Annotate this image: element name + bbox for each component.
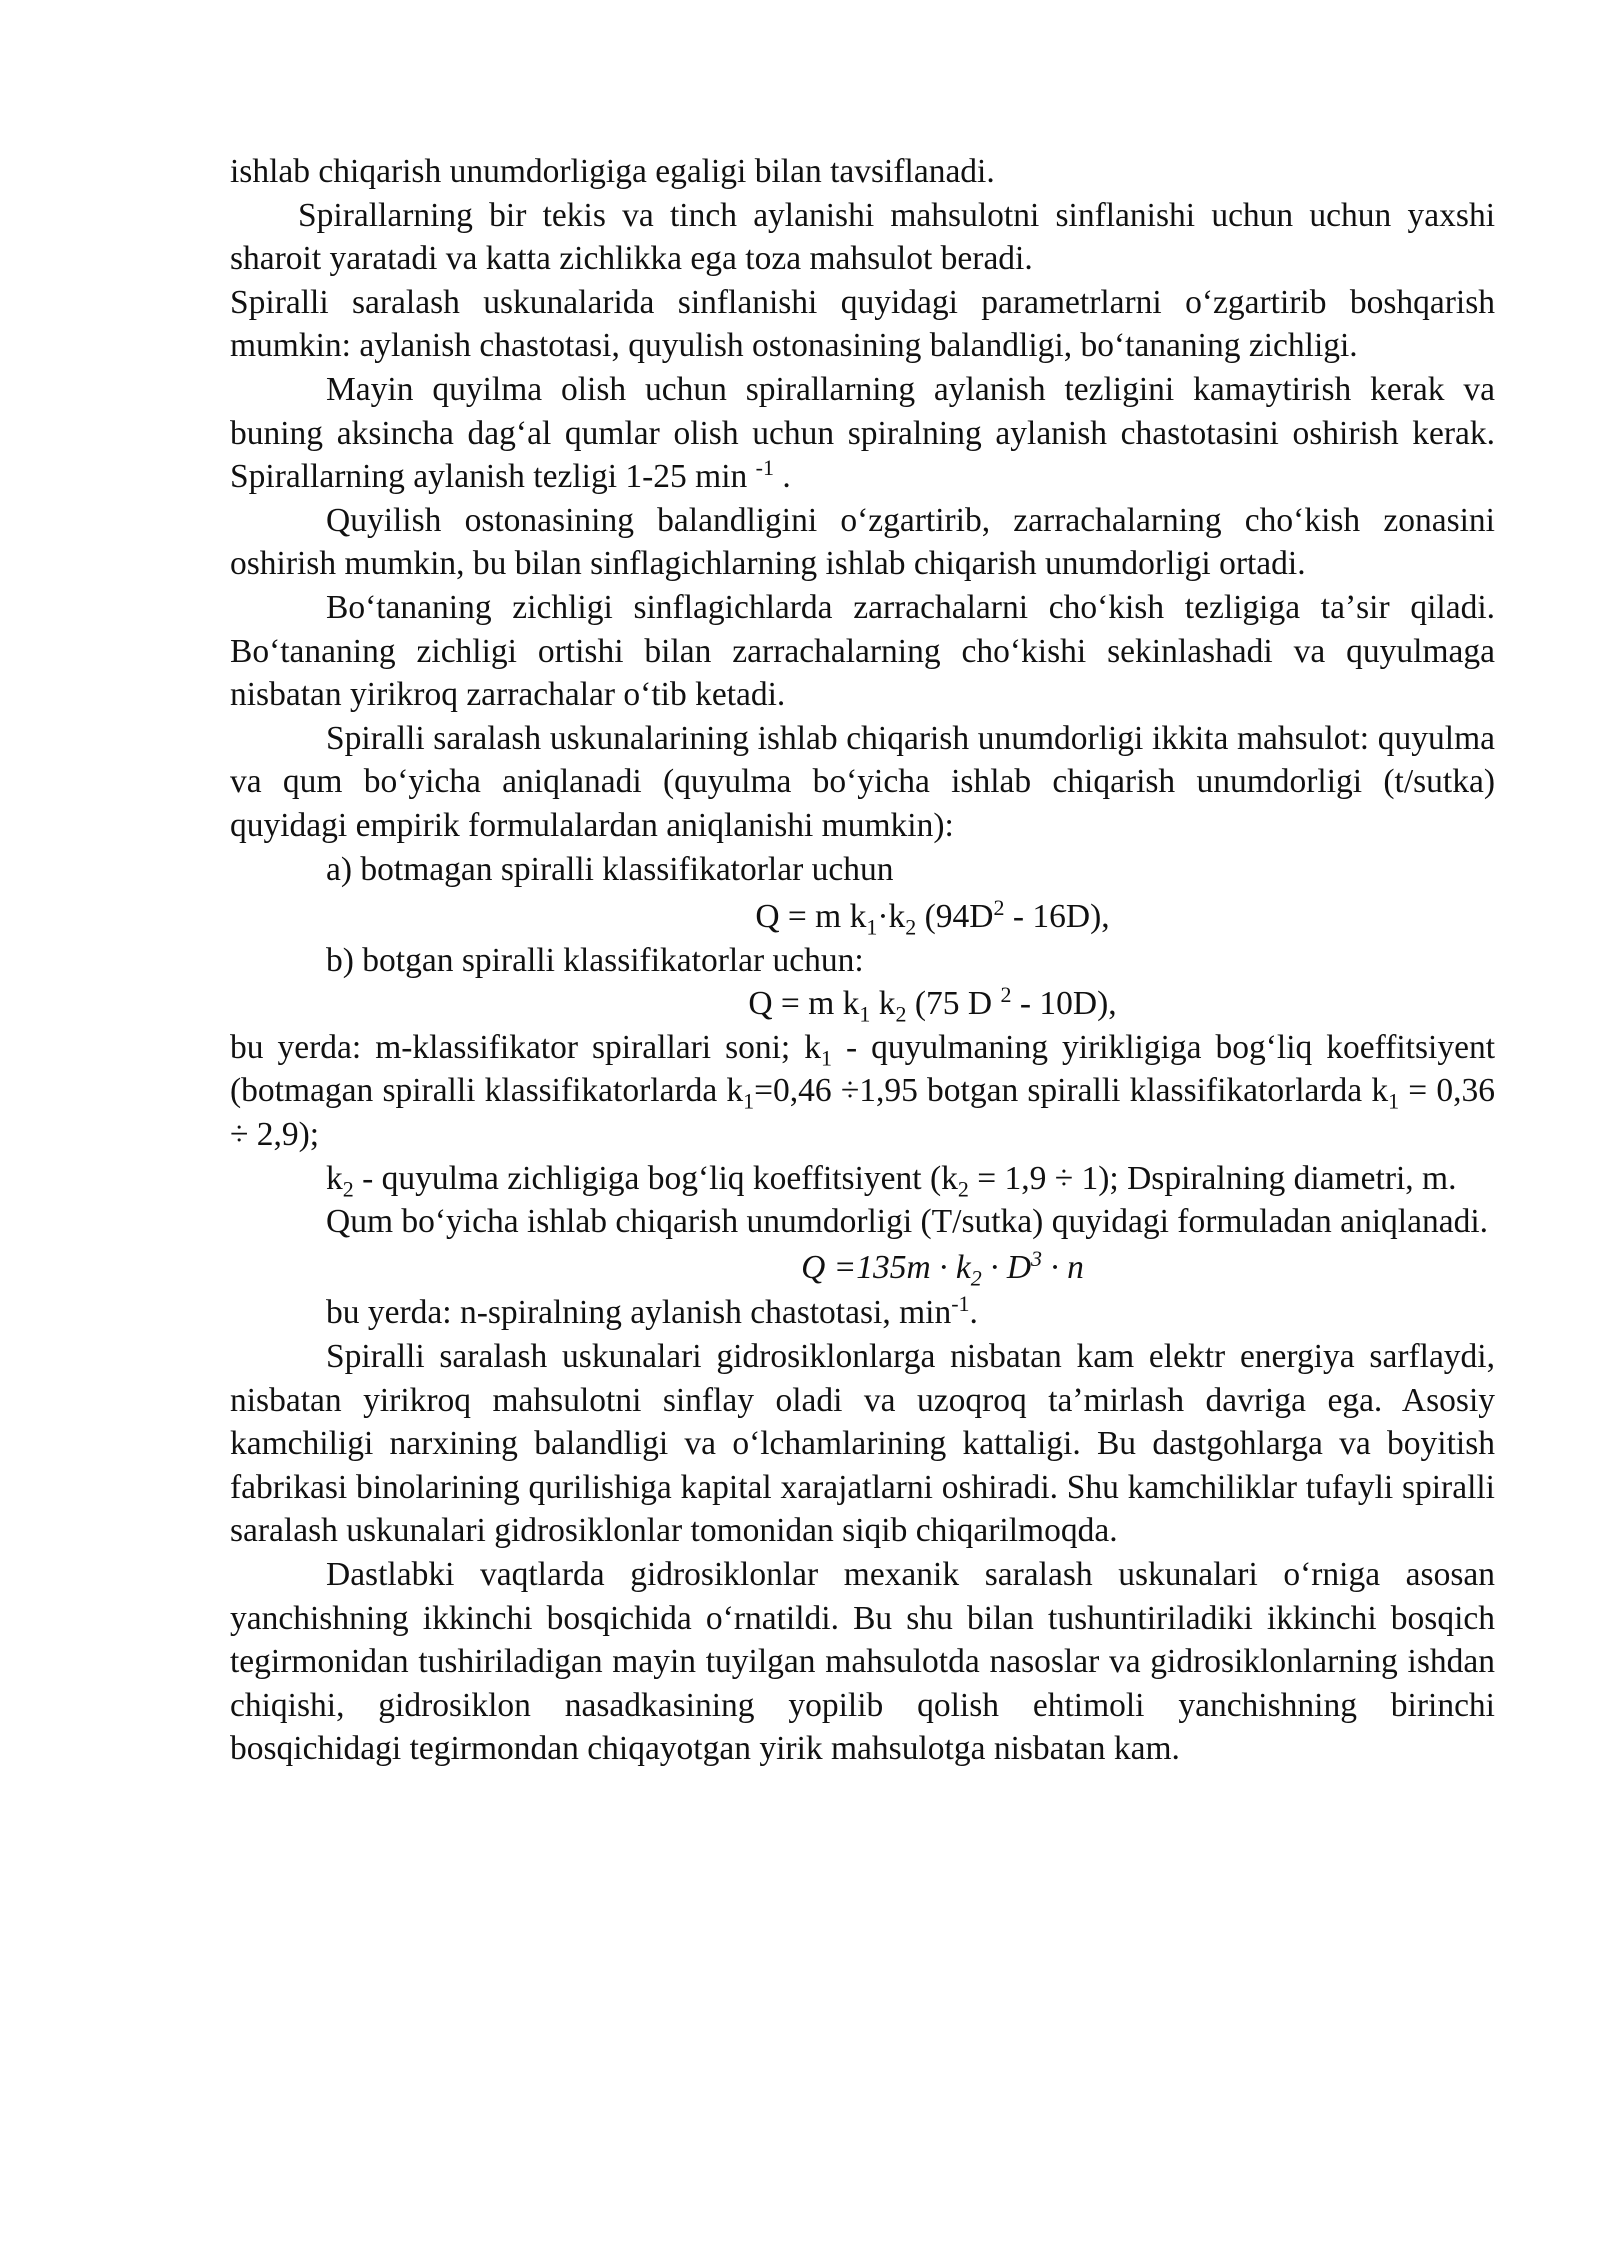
formula-text: (94D <box>916 898 994 936</box>
formula-text: - 16D), <box>1004 898 1110 936</box>
paragraph: Boʻtananing zichligi sinflagichlarda zarrachalarni choʻkish tezligiga taʼsir qiladi. Boʻtananing zichligi ortishi bilan zarrachalarning choʻkishi sekinlashadi va quyulmaga nisbatan yirikroq zarrachalar oʻtib ketadi. <box>230 588 1495 714</box>
paragraph <box>230 1291 1495 1335</box>
formula-text: ·k <box>877 898 906 936</box>
subscript: 2 <box>342 1176 354 1202</box>
formula-text: - 10D), <box>1011 985 1117 1023</box>
legend-text: bu yerda: m-klassifikator spirallari soni; k <box>230 1028 821 1066</box>
superscript: -1 <box>755 455 774 480</box>
superscript: 3 <box>1031 1245 1043 1271</box>
subscript: 1 <box>1388 1089 1400 1115</box>
list-item: a) botmagan spiralli klassifikatorlar uchun <box>326 850 894 888</box>
legend-text: . <box>969 1294 978 1332</box>
legend-text: - quyulma zichligiga bogʻliq koeffitsiyent (k <box>353 1159 958 1197</box>
paragraph <box>230 1157 1495 1201</box>
paragraph-text: Mayin quyilma olish uchun spirallarning aylanish tezligini kamaytirish kerak va buning aksincha dagʻal qumlar olish uchun spiralning aylanish chastotasini oshirish kerak. Spirallarning aylanish tezligi 1-25 min <box>230 370 1495 496</box>
subscript: 1 <box>743 1089 755 1115</box>
paragraph: ishlab chiqarish unumdorligiga egaligi bilan tavsiflanadi. <box>230 153 995 190</box>
legend-text: bu yerda: n-spiralning aylanish chastotasi, min <box>326 1294 952 1332</box>
formula-text: · n <box>1042 1248 1084 1286</box>
list-item: b) botgan spiralli klassifikatorlar uchun: <box>326 941 864 979</box>
subscript: 1 <box>859 1001 871 1027</box>
formula-a <box>230 895 1495 939</box>
paragraph: Spirallarning bir tekis va tinch aylanishi mahsulotni sinflanishi uchun uchun yaxshi sharoit yaratadi va katta zichlikka ega toza mahsulot beradi. <box>230 196 1495 278</box>
formula-text: (75 D <box>906 985 1001 1023</box>
superscript: 2 <box>993 894 1005 920</box>
subscript: 2 <box>970 1265 982 1291</box>
legend-text: =0,46 ÷1,95 botgan spiralli klassifikatorlarda k <box>754 1072 1389 1110</box>
legend-text: k <box>326 1159 343 1197</box>
paragraph: Qum boʻyicha ishlab chiqarish unumdorligi (T/sutka) quyidagi formuladan aniqlanadi. <box>326 1203 1488 1241</box>
superscript: -1 <box>951 1291 970 1317</box>
document-body <box>230 150 1495 1771</box>
legend-text: = 1,9 ÷ 1); Dspiralning diametri, m. <box>968 1159 1457 1197</box>
subscript: 2 <box>895 1001 907 1027</box>
formula-c <box>230 1246 1495 1290</box>
paragraph-tail: . <box>774 458 791 496</box>
formula-text: Q = m k <box>748 985 860 1023</box>
superscript: 2 <box>1000 982 1012 1008</box>
paragraph: Spiralli saralash uskunalari gidrosiklonlarga nisbatan kam elektr energiya sarflaydi, nisbatan yirikroq mahsulotni sinflay oladi va uzoqroq taʼmirlash davriga ega. Asosiy kamchiligi narxining balandligi va oʻlchamlarining kattaligi. Bu dastgohlarga va boyitish fabrikasi binolarining qurilishiga kapital xarajatlarni oshiradi. Shu kamchiliklar tufayli spiralli saralash uskunalari gidrosiklonlar tomonidan siqib chiqarilmoqda. <box>230 1338 1495 1550</box>
formula-text: · D <box>981 1248 1032 1286</box>
paragraph <box>230 1026 1495 1157</box>
formula-text: Q = m k <box>755 898 867 936</box>
formula-text: k <box>870 985 896 1023</box>
formula-text: Q =135m · k <box>801 1248 971 1286</box>
legend-text: = 0,36 ÷ 2,9); <box>230 1072 1495 1154</box>
paragraph <box>230 368 1495 499</box>
subscript: 2 <box>905 914 917 940</box>
legend-text: - quyulmaning yirikligiga bogʻliq koeffitsiyent (botmagan spiralli klassifikatorlarda k <box>230 1028 1495 1110</box>
paragraph: Dastlabki vaqtlarda gidrosiklonlar mexanik saralash uskunalari oʻrniga asosan yanchishning ikkinchi bosqichida oʻrnatildi. Bu shu bilan tushuntiriladiki ikkinchi bosqich tegirmonidan tushiriladigan mayin tuyilgan mahsulotda nasoslar va gidrosiklonlarning ishdan chiqishi, gidrosiklon nasadkasining yopilib qolish ehtimoli yanchishning birinchi bosqichidagi tegirmondan chiqayotgan yirik mahsulotga nisbatan kam. <box>230 1556 1495 1768</box>
paragraph: Spiralli saralash uskunalarida sinflanishi quyidagi parametrlarni oʻzgartirib boshqarish mumkin: aylanish chastotasi, quyulish ostonasining balandligi, boʻtananing zichligi. <box>230 283 1495 365</box>
subscript: 1 <box>821 1045 832 1071</box>
paragraph: Spiralli saralash uskunalarining ishlab chiqarish unumdorligi ikkita mahsulot: quyulma va qum boʻyicha aniqlanadi (quyulma boʻyicha ishlab chiqarish unumdorligi (t/sutka) quyidagi empirik formulalardan aniqlanishi mumkin): <box>230 719 1495 844</box>
subscript: 1 <box>866 914 878 940</box>
subscript: 2 <box>957 1176 969 1202</box>
formula-b <box>230 982 1495 1026</box>
paragraph: Quyilish ostonasining balandligini oʻzgartirib, zarrachalarning choʻkish zonasini oshirish mumkin, bu bilan sinflagichlarning ishlab chiqarish unumdorligi ortadi. <box>230 501 1495 583</box>
